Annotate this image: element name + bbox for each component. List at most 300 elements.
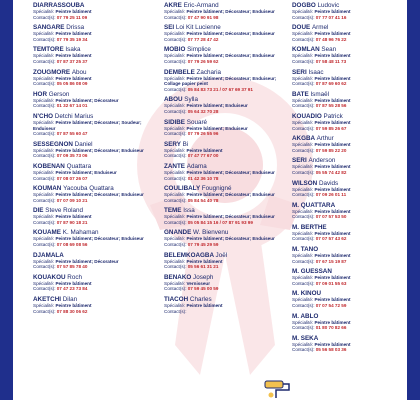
- entry-name: [292, 69, 402, 76]
- specialty-value: Peintre bâtiment: [186, 258, 223, 264]
- directory-entry: [33, 141, 151, 159]
- specialty-label: Spécialité:: [292, 97, 315, 103]
- specialty-value: Peintre bâtiment: [55, 53, 92, 59]
- specialty-value: Peintre bâtiment; Décorateur; Enduiseur: [186, 236, 275, 242]
- entry-last-name: M. GUESSAN: [292, 268, 332, 276]
- entry-name: [33, 69, 151, 76]
- directory-entry: [292, 2, 402, 20]
- contact-number[interactable]: 01 32 67 14 01: [56, 103, 88, 109]
- specialty-value: Peintre bâtiment; Décorateur; Enduiseur: [186, 169, 275, 175]
- contact-number[interactable]: 07 87 55 60 47: [56, 131, 88, 137]
- directory-entry: [164, 119, 282, 137]
- contact-number[interactable]: 07 77 28 47 42: [187, 36, 219, 42]
- entry-last-name: SANGARE: [33, 24, 65, 32]
- directory-entry: [164, 274, 282, 292]
- contact-label: Contact(s):: [33, 219, 57, 225]
- entry-name: [33, 46, 151, 53]
- contact-number[interactable]: 07 07 54 72 59: [315, 303, 347, 309]
- entry-last-name: SEI: [164, 24, 175, 32]
- entry-last-name: HOR: [33, 90, 47, 98]
- entry-last-name: ZOUGMORE: [33, 68, 71, 76]
- contact-label: Contact(s):: [292, 14, 316, 20]
- specialty-label: Spécialité:: [164, 236, 187, 242]
- contact-label: Contact(s):: [164, 58, 188, 64]
- contact-label: Contact(s):: [164, 219, 188, 225]
- directory-entry: [292, 113, 402, 131]
- directory-entry: [164, 46, 282, 64]
- specialty-value: Peintre bâtiment: [314, 164, 351, 170]
- specialty-label: Spécialité:: [33, 97, 56, 103]
- contact-number[interactable]: 01 42 36 10 78: [187, 175, 219, 181]
- specialty-label: Spécialité:: [292, 31, 315, 37]
- entry-name: [33, 296, 151, 303]
- specialty-label: Spécialité:: [292, 341, 315, 347]
- contact-number[interactable]: 07 57 85 78 40: [56, 264, 88, 270]
- entry-last-name: KOBENAN: [33, 162, 65, 170]
- entry-contact: [164, 59, 282, 65]
- specialty-label: Spécialité:: [292, 75, 315, 81]
- entry-last-name: AKGBA: [292, 135, 315, 143]
- contact-label: Contact(s):: [33, 103, 57, 109]
- directory-entry: [164, 69, 282, 93]
- directory-entry: [33, 2, 151, 20]
- directory-entry: [164, 296, 282, 314]
- directory-entry: [292, 290, 402, 308]
- contact-label: Contact(s):: [292, 192, 316, 198]
- entry-first-name: Eric-Armand: [183, 2, 219, 9]
- entry-name: [33, 113, 151, 120]
- entry-last-name: SESSEGNON: [33, 140, 73, 148]
- contact-number[interactable]: 07 09 26 01 11: [315, 192, 347, 198]
- specialty-value: Peintre bâtiment: [55, 214, 92, 220]
- entry-last-name: BENAKO: [164, 273, 192, 281]
- specialty-value: Peintre bâtiment: [314, 186, 351, 192]
- specialty-label: Spécialité:: [292, 275, 315, 281]
- entry-last-name: ABOU: [164, 96, 183, 104]
- entry-specialty: [33, 120, 151, 131]
- entry-contact: [33, 220, 151, 226]
- contact-label: Contact(s):: [33, 175, 57, 181]
- entry-contact: [292, 103, 402, 109]
- specialty-value: Peintre bâtiment; Décorateur; Enduiseur: [186, 53, 275, 59]
- entry-first-name: Isaac: [308, 68, 324, 76]
- contact-number[interactable]: 07 77 07 41 16: [315, 14, 347, 20]
- contact-label: Contact(s):: [33, 264, 57, 270]
- directory-entry: [164, 185, 282, 203]
- entry-contact: [164, 198, 282, 204]
- specialty-label: Spécialité:: [164, 192, 187, 198]
- contact-number[interactable]: 05 56 61 31 21: [187, 264, 219, 270]
- contact-number[interactable]: 07 79 26 59 62: [187, 58, 219, 64]
- entry-contact: [164, 309, 282, 315]
- contact-label: Contact(s):: [33, 14, 57, 20]
- entry-first-name: Fougnigné: [201, 185, 232, 193]
- entry-name: [33, 141, 151, 148]
- contact-label: Contact(s):: [292, 36, 316, 42]
- contact-number[interactable]: 05 84 54 40 78: [187, 197, 219, 203]
- specialty-label: Spécialité:: [164, 9, 187, 14]
- entry-name: [292, 268, 402, 275]
- contact-number[interactable]: 05 55 74 42 82: [315, 169, 347, 175]
- left-border-bar: [0, 0, 13, 400]
- entry-first-name: Dilan: [62, 296, 78, 304]
- contact-number[interactable]: 07 08 69 08 56: [56, 242, 88, 248]
- entry-contact: [164, 220, 282, 226]
- entry-first-name: Quattara: [66, 162, 92, 170]
- specialty-value: Peintre bâtiment; Décorateur: [55, 258, 119, 264]
- contact-label: Contact(s):: [164, 153, 188, 159]
- contact-label: Contact(s):: [33, 153, 57, 159]
- specialty-label: Spécialité:: [292, 164, 315, 170]
- entry-contact: [292, 59, 402, 65]
- entry-name: [33, 163, 151, 170]
- entry-last-name: BATE: [292, 90, 309, 98]
- contact-label: Contact(s):: [33, 308, 57, 314]
- entry-last-name: AKETCHI: [33, 296, 61, 304]
- entry-first-name: Davids: [318, 179, 339, 187]
- contact-label: Contact(s):: [292, 303, 316, 309]
- entry-last-name: GNANDE: [164, 229, 192, 237]
- entry-last-name: TEME: [164, 207, 182, 215]
- specialty-value: Peintre bâtiment: [55, 303, 92, 309]
- contact-number[interactable]: 07 79 35 19 34: [56, 36, 88, 42]
- entry-last-name: MOBIO: [164, 46, 186, 54]
- contact-label: Contact(s):: [164, 86, 188, 92]
- contact-number[interactable]: 07 08 07 26 07: [56, 175, 88, 181]
- specialty-value: Peintre bâtiment: [55, 75, 92, 81]
- contact-label: Contact(s):: [292, 169, 316, 175]
- specialty-value: Peintre bâtiment: [314, 31, 351, 37]
- contact-label: Contact(s):: [292, 125, 316, 131]
- specialty-value: Peintre bâtiment: [55, 9, 92, 14]
- entry-contact: [33, 131, 151, 137]
- specialty-value: Peintre bâtiment; Décorateur; Enduiseur: [186, 9, 275, 14]
- directory-entry: [292, 224, 402, 242]
- contact-number[interactable]: 05 56 58 03 36: [315, 347, 347, 353]
- entry-name: [292, 290, 402, 297]
- entry-first-name: Gerson: [48, 90, 70, 98]
- specialty-label: Spécialité:: [33, 280, 56, 286]
- specialty-label: Spécialité:: [33, 31, 56, 37]
- contact-label: Contact(s):: [292, 103, 316, 109]
- entry-name: [292, 2, 402, 9]
- entry-first-name: Armel: [311, 24, 329, 32]
- specialty-label: Spécialité:: [164, 280, 187, 286]
- specialty-label: Spécialité:: [164, 31, 187, 37]
- entry-name: [33, 274, 151, 281]
- contact-label: Contact(s):: [33, 242, 57, 248]
- contact-number[interactable]: 07 87 69 60 62: [315, 81, 347, 87]
- specialty-label: Spécialité:: [33, 258, 56, 264]
- contact-number[interactable]: 05 05 86 08 09: [56, 81, 88, 87]
- contact-number[interactable]: 07 47 23 73 84: [56, 286, 88, 292]
- contact-number[interactable]: 07 09 35 73 06: [56, 153, 88, 159]
- contact-label: Contact(s):: [33, 81, 57, 87]
- entry-name: [164, 229, 282, 236]
- contact-number[interactable]: 07 59 45 00 59: [187, 286, 219, 292]
- directory-entry: [33, 296, 151, 314]
- directory-entry: [164, 24, 282, 42]
- entry-contact: [292, 148, 402, 154]
- entry-name: [33, 2, 151, 9]
- specialty-value: Peintre bâtiment: [314, 97, 351, 103]
- entry-name: [164, 207, 282, 214]
- entry-last-name: AKRE: [164, 2, 182, 9]
- contact-number[interactable]: 07 58 48 11 73: [315, 58, 347, 64]
- entry-first-name: Isaka: [65, 46, 81, 54]
- specialty-label: Spécialité:: [164, 214, 187, 220]
- specialty-label: Spécialité:: [164, 303, 187, 309]
- specialty-value: Vernisseur: [186, 280, 210, 286]
- specialty-label: Spécialité:: [33, 147, 56, 153]
- specialty-value: Peintre bâtiment; Décorateur; Enduiseur: [186, 31, 275, 37]
- directory-entry: [292, 246, 402, 264]
- entry-name: [164, 2, 282, 9]
- specialty-label: Spécialité:: [33, 192, 56, 198]
- entry-name: [164, 141, 282, 148]
- entry-last-name: ZANTE: [164, 162, 185, 170]
- entry-first-name: Charles: [189, 296, 212, 304]
- contact-label: Contact(s):: [164, 286, 188, 292]
- entry-name: [164, 96, 282, 103]
- entry-name: [292, 135, 402, 142]
- directory-column-1: [33, 0, 151, 318]
- contact-label: Contact(s):: [292, 325, 316, 331]
- entry-first-name: Simplice: [187, 46, 211, 54]
- directory-entry: [292, 180, 402, 198]
- entry-name: [164, 274, 282, 281]
- entry-contact: [292, 81, 402, 87]
- contact-label: Contact(s):: [292, 347, 316, 353]
- entry-contact: [33, 286, 151, 292]
- contact-label: Contact(s):: [292, 214, 316, 220]
- specialty-label: Spécialité:: [33, 236, 56, 242]
- entry-last-name: TEMTORE: [33, 46, 64, 54]
- entry-last-name: TIACOH: [164, 296, 189, 304]
- directory-entry: [164, 96, 282, 114]
- entry-contact: [33, 242, 151, 248]
- directory-entry: [33, 46, 151, 64]
- entry-name: [292, 157, 402, 164]
- entry-contact: [292, 236, 402, 242]
- entry-last-name: SERI: [292, 157, 307, 165]
- directory-entry: [292, 135, 402, 153]
- entry-last-name: WILSON: [292, 179, 318, 187]
- entry-name: [292, 24, 402, 31]
- directory-entry: [33, 185, 151, 203]
- contact-label: Contact(s):: [164, 264, 188, 270]
- contact-number[interactable]: 07 59 85 26 67: [315, 125, 347, 131]
- entry-last-name: DOGBO: [292, 2, 316, 9]
- contact-label: Contact(s):: [292, 236, 316, 242]
- directory-entry: [292, 313, 402, 331]
- specialty-label: Spécialité:: [164, 53, 187, 59]
- contact-number[interactable]: 07 87 37 25 37: [56, 58, 88, 64]
- entry-contact: [164, 242, 282, 248]
- specialty-label: Spécialité:: [292, 53, 315, 59]
- specialty-value: Peintre bâtiment; Décorateur; Enduiseur; Collage papier peint: [164, 75, 277, 87]
- directory-entry: [292, 91, 402, 109]
- contact-label: Contact(s):: [164, 108, 188, 114]
- entry-name: [292, 313, 402, 320]
- directory-entry: [33, 207, 151, 225]
- directory-entry: [292, 46, 402, 64]
- specialty-value: Peintre bâtiment; Décorateur; Enduiseur: [186, 192, 275, 198]
- specialty-value: Peintre bâtiment: [314, 119, 351, 125]
- contact-number[interactable]: 07 79 25 11 09: [56, 14, 88, 20]
- contact-number[interactable]: 07 87 55 28 56: [315, 103, 347, 109]
- entry-name: [164, 46, 282, 53]
- entry-first-name: Zacharia: [196, 68, 222, 76]
- contact-number[interactable]: 07 09 01 55 63: [315, 280, 347, 286]
- contact-number[interactable]: 05 64 32 70 28: [187, 108, 219, 114]
- entry-first-name: Drissa: [66, 24, 85, 32]
- contact-number[interactable]: 07 47 77 67 00: [187, 153, 219, 159]
- specialty-label: Spécialité:: [292, 253, 315, 259]
- directory-entry: [292, 24, 402, 42]
- specialty-value: Peintre bâtiment; Enduiseur: [186, 125, 248, 131]
- contact-number[interactable]: 07 79 45 29 59: [187, 242, 219, 248]
- entry-last-name: DIE: [33, 207, 44, 215]
- entry-first-name: Patrick: [323, 112, 343, 120]
- contact-label: Contact(s):: [292, 58, 316, 64]
- contact-label: Contact(s):: [164, 197, 188, 203]
- entry-name: [292, 91, 402, 98]
- entry-name: [33, 207, 151, 214]
- entry-contact: [33, 198, 151, 204]
- specialty-value: Peintre bâtiment: [314, 9, 351, 14]
- contact-label: Contact(s):: [164, 242, 188, 248]
- entry-contact: [292, 15, 402, 21]
- directory-entry: [33, 91, 151, 109]
- entry-first-name: Issa: [183, 207, 195, 215]
- entry-contact: [33, 15, 151, 21]
- specialty-value: Peintre bâtiment; Enduiseur: [55, 169, 117, 175]
- contact-number[interactable]: 01 80 70 82 66: [315, 325, 347, 331]
- contact-label: Contact(s):: [33, 36, 57, 42]
- entry-name: [292, 202, 402, 209]
- entry-last-name: DEMBELE: [164, 68, 195, 76]
- entry-first-name: Bi: [182, 140, 189, 148]
- directory-entry: [164, 163, 282, 181]
- specialty-label: Spécialité:: [292, 186, 315, 192]
- directory-entry: [33, 113, 151, 137]
- entry-contact: [33, 37, 151, 43]
- directory-column-3: [292, 2, 402, 357]
- entry-contact: [164, 264, 282, 270]
- directory-entry: [292, 335, 402, 353]
- contact-number[interactable]: 07 67 15 19 87: [315, 258, 347, 264]
- specialty-value: Peintre bâtiment; Décorateur; Enduiseur: [186, 214, 275, 220]
- entry-name: [33, 229, 151, 236]
- specialty-value: Peintre bâtiment; Enduiseur: [186, 103, 248, 109]
- entry-last-name: M. SEKA: [292, 334, 319, 342]
- contact-label: Contact(s):: [33, 58, 57, 64]
- contact-label: Contact(s):: [292, 280, 316, 286]
- contact-number[interactable]: 07 47 90 91 98: [187, 14, 219, 20]
- contact-number[interactable]: 07 79 26 55 96: [187, 131, 219, 137]
- entry-first-name: Anderson: [308, 157, 336, 165]
- paint-roller-icon: [262, 378, 296, 400]
- entry-contact: [33, 264, 151, 270]
- directory-entry: [33, 163, 151, 181]
- entry-name: [164, 163, 282, 170]
- entry-contact: [33, 153, 151, 159]
- specialty-value: Peintre bâtiment: [55, 31, 92, 37]
- contact-number[interactable]: 07 87 90 18 21: [56, 219, 88, 225]
- specialty-value: Peintre bâtiment: [314, 53, 351, 59]
- contact-number[interactable]: 07 88 30 06 62: [56, 308, 88, 314]
- specialty-label: Spécialité:: [292, 297, 315, 303]
- entry-name: [292, 246, 402, 253]
- specialty-value: Peintre bâtiment: [55, 280, 92, 286]
- entry-last-name: KOMLAN: [292, 46, 320, 54]
- specialty-value: Peintre bâtiment; Décorateur; Enduiseur: [55, 236, 144, 242]
- specialty-label: Spécialité:: [33, 9, 56, 14]
- contact-label: Contact(s):: [33, 131, 57, 137]
- entry-name: [164, 252, 282, 259]
- contact-number[interactable]: 07 07 57 53 50: [315, 214, 347, 220]
- specialty-label: Spécialité:: [292, 9, 315, 14]
- entry-contact: [164, 87, 282, 93]
- entry-last-name: DIARRASSOUBA: [33, 2, 85, 9]
- entry-name: [292, 180, 402, 187]
- specialty-value: Peintre bâtiment; Décorateur; Soudeur; Enduiseur: [33, 119, 142, 131]
- contact-number[interactable]: 07 07 09 10 21: [56, 197, 88, 203]
- contact-number[interactable]: 07 48 96 76 22: [315, 36, 347, 42]
- specialty-value: Peintre bâtiment: [314, 341, 351, 347]
- specialty-label: Spécialité:: [164, 103, 187, 109]
- entry-name: [164, 69, 282, 76]
- entry-last-name: KOUAME: [33, 229, 61, 237]
- entry-last-name: SIDIBE: [164, 118, 185, 126]
- directory-entry: [164, 2, 282, 20]
- entry-contact: [292, 347, 402, 353]
- entry-first-name: Roch: [67, 273, 82, 281]
- entry-last-name: DJAMALA: [33, 251, 64, 259]
- contact-number[interactable]: 05 05 84 15 16 / 07 87 91 93 99: [187, 219, 253, 225]
- entry-last-name: SERI: [292, 68, 307, 76]
- entry-first-name: K. Mahaman: [62, 229, 99, 237]
- entry-name: [33, 252, 151, 259]
- specialty-value: Peintre bâtiment: [186, 147, 223, 153]
- specialty-value: Peintre bâtiment: [314, 230, 351, 236]
- entry-contact: [292, 192, 402, 198]
- specialty-label: Spécialité:: [292, 319, 315, 325]
- specialty-value: Peintre bâtiment: [314, 297, 351, 303]
- contact-number[interactable]: 05 84 83 73 21 / 07 67 69 37 91: [187, 86, 253, 92]
- contact-label: Contact(s):: [164, 14, 188, 20]
- entry-first-name: Joël: [215, 251, 228, 259]
- entry-name: [164, 119, 282, 126]
- entry-contact: [164, 286, 282, 292]
- contact-label: Contact(s):: [164, 131, 188, 137]
- entry-contact: [33, 103, 151, 109]
- entry-name: [292, 224, 402, 231]
- entry-first-name: Loi Kit Lucienne: [175, 24, 221, 32]
- entry-last-name: KOUMAN: [33, 185, 62, 193]
- entry-contact: [164, 15, 282, 21]
- contact-number[interactable]: 07 59 85 22 20: [315, 147, 347, 153]
- entry-contact: [33, 309, 151, 315]
- specialty-label: Spécialité:: [33, 303, 56, 309]
- specialty-label: Spécialité:: [292, 230, 315, 236]
- entry-last-name: M. ABLO: [292, 312, 319, 320]
- contact-label: Contact(s):: [292, 81, 316, 87]
- contact-number[interactable]: 07 07 57 43 62: [315, 236, 347, 242]
- specialty-value: Peintre bâtiment: [314, 142, 351, 148]
- directory-entry: [164, 141, 282, 159]
